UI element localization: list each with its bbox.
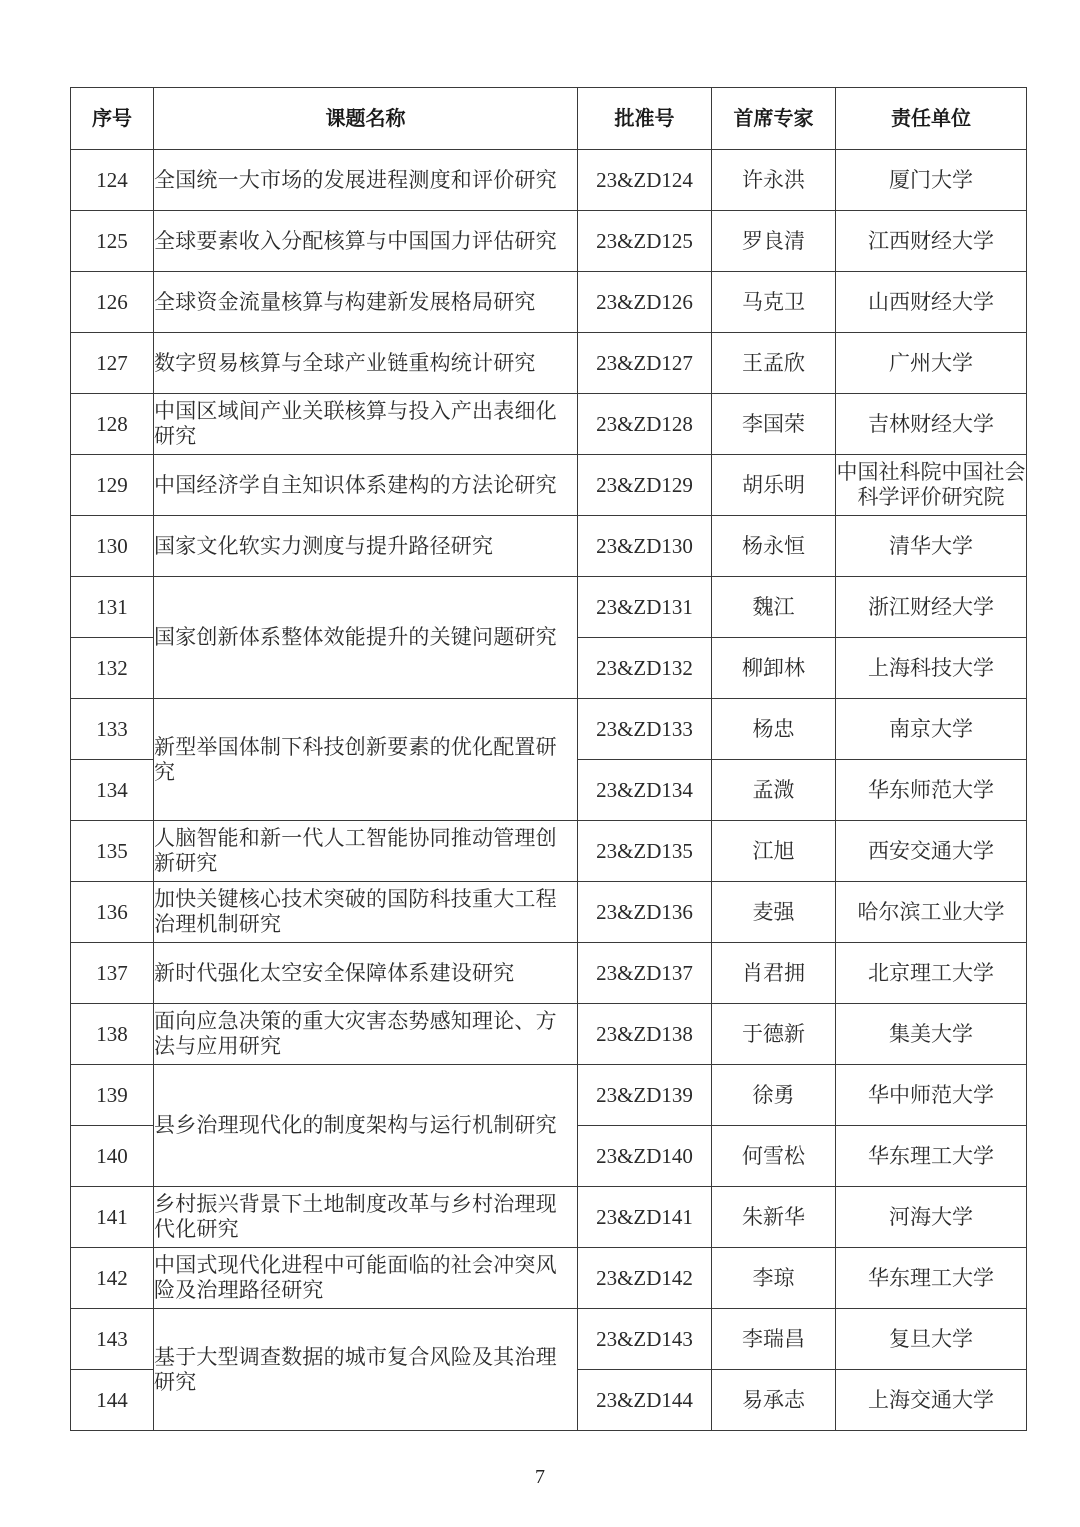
row-number: 127 [71, 333, 154, 394]
row-approval-no: 23&ZD136 [578, 882, 712, 943]
row-chief-expert: 罗良清 [712, 211, 836, 272]
row-chief-expert: 麦强 [712, 882, 836, 943]
table-header-row [71, 88, 1027, 150]
row-title: 新型举国体制下科技创新要素的优化配置研究 [154, 699, 578, 821]
row-chief-expert: 李琼 [712, 1248, 836, 1309]
row-chief-expert: 于德新 [712, 1004, 836, 1065]
table-row [71, 943, 1027, 1004]
table-row [71, 1065, 1027, 1126]
row-number: 140 [71, 1126, 154, 1187]
row-approval-no: 23&ZD142 [578, 1248, 712, 1309]
row-number: 141 [71, 1187, 154, 1248]
row-approval-no: 23&ZD124 [578, 150, 712, 211]
row-title: 中国经济学自主知识体系建构的方法论研究 [154, 455, 578, 516]
row-approval-no: 23&ZD128 [578, 394, 712, 455]
row-approval-no: 23&ZD126 [578, 272, 712, 333]
row-title: 乡村振兴背景下土地制度改革与乡村治理现代化研究 [154, 1187, 578, 1248]
row-approval-no: 23&ZD133 [578, 699, 712, 760]
row-approval-no: 23&ZD139 [578, 1065, 712, 1126]
row-unit: 集美大学 [836, 1004, 1027, 1065]
row-chief-expert: 马克卫 [712, 272, 836, 333]
row-number: 124 [71, 150, 154, 211]
row-unit: 北京理工大学 [836, 943, 1027, 1004]
row-approval-no: 23&ZD129 [578, 455, 712, 516]
row-unit: 广州大学 [836, 333, 1027, 394]
row-unit: 上海科技大学 [836, 638, 1027, 699]
row-approval-no: 23&ZD131 [578, 577, 712, 638]
row-number: 128 [71, 394, 154, 455]
row-chief-expert: 江旭 [712, 821, 836, 882]
project-table [70, 87, 1027, 1431]
table-row [71, 1248, 1027, 1309]
row-title: 数字贸易核算与全球产业链重构统计研究 [154, 333, 578, 394]
table-row [71, 821, 1027, 882]
row-unit: 中国社科院中国社会科学评价研究院 [836, 455, 1027, 516]
row-unit: 复旦大学 [836, 1309, 1027, 1370]
row-approval-no: 23&ZD144 [578, 1370, 712, 1431]
row-unit: 上海交通大学 [836, 1370, 1027, 1431]
row-chief-expert: 杨忠 [712, 699, 836, 760]
row-number: 138 [71, 1004, 154, 1065]
row-approval-no: 23&ZD134 [578, 760, 712, 821]
row-title: 全国统一大市场的发展进程测度和评价研究 [154, 150, 578, 211]
row-unit: 厦门大学 [836, 150, 1027, 211]
table-row [71, 150, 1027, 211]
row-number: 135 [71, 821, 154, 882]
row-approval-no: 23&ZD141 [578, 1187, 712, 1248]
row-chief-expert: 魏江 [712, 577, 836, 638]
row-unit: 浙江财经大学 [836, 577, 1027, 638]
table-row [71, 1004, 1027, 1065]
row-title: 中国式现代化进程中可能面临的社会冲突风险及治理路径研究 [154, 1248, 578, 1309]
row-number: 130 [71, 516, 154, 577]
row-number: 125 [71, 211, 154, 272]
row-approval-no: 23&ZD135 [578, 821, 712, 882]
page-number: 7 [535, 1466, 545, 1488]
row-approval-no: 23&ZD143 [578, 1309, 712, 1370]
table-row [71, 272, 1027, 333]
row-chief-expert: 朱新华 [712, 1187, 836, 1248]
row-number: 142 [71, 1248, 154, 1309]
row-title: 新时代强化太空安全保障体系建设研究 [154, 943, 578, 1004]
row-title: 人脑智能和新一代人工智能协同推动管理创新研究 [154, 821, 578, 882]
row-chief-expert: 徐勇 [712, 1065, 836, 1126]
row-number: 143 [71, 1309, 154, 1370]
row-number: 133 [71, 699, 154, 760]
row-chief-expert: 李国荣 [712, 394, 836, 455]
table-row [71, 394, 1027, 455]
table-row [71, 882, 1027, 943]
row-chief-expert: 何雪松 [712, 1126, 836, 1187]
row-number: 136 [71, 882, 154, 943]
row-unit: 华东理工大学 [836, 1248, 1027, 1309]
row-number: 126 [71, 272, 154, 333]
header-title: 课题名称 [154, 88, 578, 150]
row-approval-no: 23&ZD127 [578, 333, 712, 394]
table-row [71, 516, 1027, 577]
row-unit: 南京大学 [836, 699, 1027, 760]
row-unit: 清华大学 [836, 516, 1027, 577]
row-unit: 华中师范大学 [836, 1065, 1027, 1126]
row-number: 131 [71, 577, 154, 638]
table-row [71, 1187, 1027, 1248]
header-unit: 责任单位 [836, 88, 1027, 150]
table-row [71, 211, 1027, 272]
row-chief-expert: 孟溦 [712, 760, 836, 821]
row-title: 县乡治理现代化的制度架构与运行机制研究 [154, 1065, 578, 1187]
row-unit: 华东师范大学 [836, 760, 1027, 821]
row-approval-no: 23&ZD140 [578, 1126, 712, 1187]
table-row [71, 1309, 1027, 1370]
row-chief-expert: 肖君拥 [712, 943, 836, 1004]
table-row [71, 455, 1027, 516]
row-chief-expert: 许永洪 [712, 150, 836, 211]
row-number: 132 [71, 638, 154, 699]
row-title: 中国区域间产业关联核算与投入产出表细化研究 [154, 394, 578, 455]
row-approval-no: 23&ZD125 [578, 211, 712, 272]
row-title: 全球要素收入分配核算与中国国力评估研究 [154, 211, 578, 272]
row-approval-no: 23&ZD132 [578, 638, 712, 699]
header-approval-no: 批准号 [578, 88, 712, 150]
row-chief-expert: 胡乐明 [712, 455, 836, 516]
row-unit: 华东理工大学 [836, 1126, 1027, 1187]
row-title: 国家文化软实力测度与提升路径研究 [154, 516, 578, 577]
row-approval-no: 23&ZD130 [578, 516, 712, 577]
row-unit: 河海大学 [836, 1187, 1027, 1248]
row-number: 137 [71, 943, 154, 1004]
row-chief-expert: 柳卸林 [712, 638, 836, 699]
table-row [71, 699, 1027, 760]
row-chief-expert: 杨永恒 [712, 516, 836, 577]
row-title: 基于大型调查数据的城市复合风险及其治理研究 [154, 1309, 578, 1431]
row-title: 加快关键核心技术突破的国防科技重大工程治理机制研究 [154, 882, 578, 943]
row-approval-no: 23&ZD138 [578, 1004, 712, 1065]
row-chief-expert: 易承志 [712, 1370, 836, 1431]
header-number: 序号 [71, 88, 154, 150]
row-number: 144 [71, 1370, 154, 1431]
row-unit: 江西财经大学 [836, 211, 1027, 272]
row-unit: 吉林财经大学 [836, 394, 1027, 455]
row-approval-no: 23&ZD137 [578, 943, 712, 1004]
table-row [71, 577, 1027, 638]
row-unit: 山西财经大学 [836, 272, 1027, 333]
row-chief-expert: 李瑞昌 [712, 1309, 836, 1370]
row-title: 面向应急决策的重大灾害态势感知理论、方法与应用研究 [154, 1004, 578, 1065]
row-title: 国家创新体系整体效能提升的关键问题研究 [154, 577, 578, 699]
row-chief-expert: 王孟欣 [712, 333, 836, 394]
row-number: 129 [71, 455, 154, 516]
table-row [71, 333, 1027, 394]
header-chief-expert: 首席专家 [712, 88, 836, 150]
row-title: 全球资金流量核算与构建新发展格局研究 [154, 272, 578, 333]
row-unit: 哈尔滨工业大学 [836, 882, 1027, 943]
row-number: 134 [71, 760, 154, 821]
row-number: 139 [71, 1065, 154, 1126]
row-unit: 西安交通大学 [836, 821, 1027, 882]
